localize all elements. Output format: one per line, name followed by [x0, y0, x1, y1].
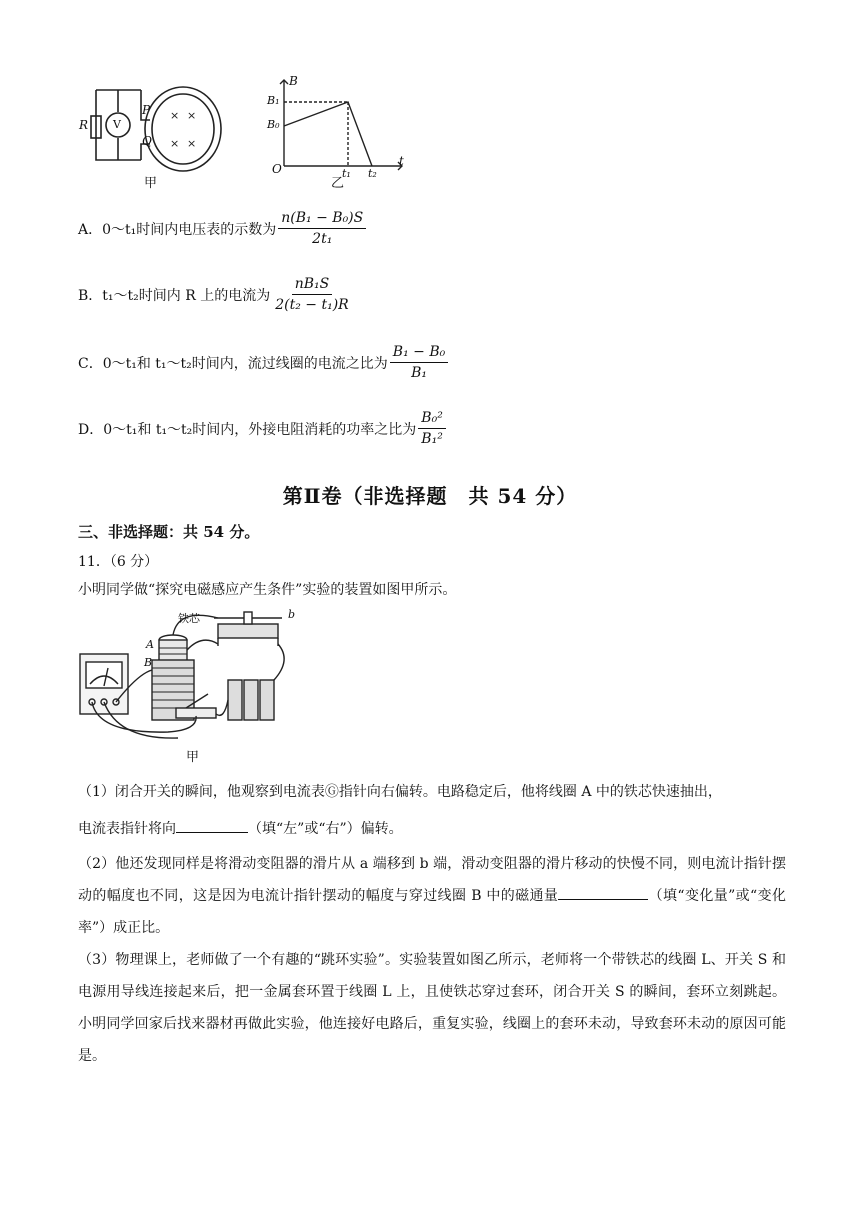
graph-t1-label: t₁ [342, 167, 351, 180]
apparatus-figure [78, 604, 304, 744]
option-d[interactable] [78, 410, 446, 447]
option-a-numerator: n(B₁ − B₀)S [278, 210, 366, 229]
option-c-numerator: B₁ − B₀ [390, 344, 448, 363]
option-d-fraction [418, 410, 446, 447]
answer-blank-1[interactable] [176, 818, 248, 833]
option-b-numerator: nB₁S [292, 276, 333, 295]
q11-part2-text-b: （填“变化量”或“变化率”）成正比。 [78, 888, 786, 936]
terminal-p-label: P [142, 103, 151, 117]
option-d-text: D．0～t₁和 t₁～t₂时间内，外接电阻消耗的功率之比为 [78, 421, 417, 438]
option-c[interactable] [78, 344, 448, 381]
question-11-number: 11．（6 分） [78, 554, 159, 570]
graph-b0-label: B₀ [267, 118, 280, 131]
q11-part2 [78, 848, 786, 944]
graph-caption: 乙 [331, 176, 345, 191]
q11-part1-line2-text-b: （填“左”或“右”）偏转。 [248, 821, 403, 837]
q11-part2-text-a: （2）他还发现同样是将滑动变阻器的滑片从 a 端移到 b 端，滑动变阻器的滑片移动的快慢不同，则电流计指针摆动的幅度也不同，这是因为电流计指针摆动的幅度与穿过线圈 B 中的磁通量 [78, 856, 786, 904]
voltmeter-label: V [113, 118, 121, 131]
option-b-fraction [272, 276, 351, 313]
option-c-text: C．0～t₁和 t₁～t₂时间内，流过线圈的电流之比为 [78, 355, 388, 372]
option-c-denominator: B₁ [411, 365, 427, 381]
option-b-denominator: 2(t₂ − t₁)R [275, 297, 349, 313]
option-a-denominator: 2t₁ [312, 231, 333, 247]
b-t-graph [262, 74, 412, 184]
question-11-intro: 小明同学做“探究电磁感应产生条件”实验的装置如图甲所示。 [78, 582, 457, 598]
graph-axis-b-label: B [289, 74, 298, 88]
resistor-label: R [79, 118, 89, 132]
graph-axis-t-label: t [399, 154, 404, 168]
graph-origin-label: O [272, 162, 282, 176]
section-title: 第Ⅱ卷（非选择题 共 54 分） [282, 484, 578, 508]
svg-text:×: × [187, 109, 197, 122]
svg-text:×: × [170, 109, 180, 122]
terminal-q-label: Q [142, 134, 152, 148]
option-d-numerator: B₀² [418, 410, 446, 429]
svg-text:×: × [187, 137, 197, 150]
q11-part3: （3）物理课上，老师做了一个有趣的“跳环实验”。实验装置如图乙所示，老师将一个带铁芯的线圈 L、开关 S 和电源用导线连接起来后，把一金属套环置于线圈 L 上，且使铁芯穿过套环，闭合开关 S 的瞬间，套环立刻跳起。小明同学回家后找来器材再做此实验，他连接好电路后，重复实验，线圈上的套环未动，导致套环未动的原因可能是。 [78, 952, 786, 1064]
option-d-denominator: B₁² [421, 431, 443, 447]
option-a-fraction [278, 210, 366, 247]
graph-t2-label: t₂ [368, 167, 377, 180]
iron-core-label: 铁芯 [178, 612, 200, 625]
graph-b1-label: B₁ [267, 94, 280, 107]
option-c-fraction [390, 344, 448, 381]
circuit-caption: 甲 [144, 176, 158, 191]
option-b[interactable] [78, 276, 352, 313]
q11-part1-line2 [78, 818, 403, 839]
option-b-text: B．t₁～t₂时间内 R 上的电流为 [78, 287, 271, 304]
option-a[interactable] [78, 210, 366, 247]
coil-b-label: B [144, 656, 153, 669]
apparatus-caption: 甲 [186, 750, 200, 765]
option-a-text: A．0～t₁时间内电压表的示数为 [78, 221, 277, 238]
rheostat-b-end-label: b [288, 608, 296, 621]
q11-part1-line1: （1）闭合开关的瞬间，他观察到电流表Ⓖ指针向右偏转。电路稳定后，他将线圈 A 中的铁芯快速抽出， [78, 784, 722, 800]
svg-text:×: × [170, 137, 180, 150]
part-heading: 三、非选择题：共 54 分。 [78, 523, 260, 541]
answer-blank-2[interactable] [558, 885, 648, 900]
coil-a-label: A [146, 638, 154, 651]
q11-part1-line2-text-a: 电流表指针将向 [78, 821, 176, 837]
